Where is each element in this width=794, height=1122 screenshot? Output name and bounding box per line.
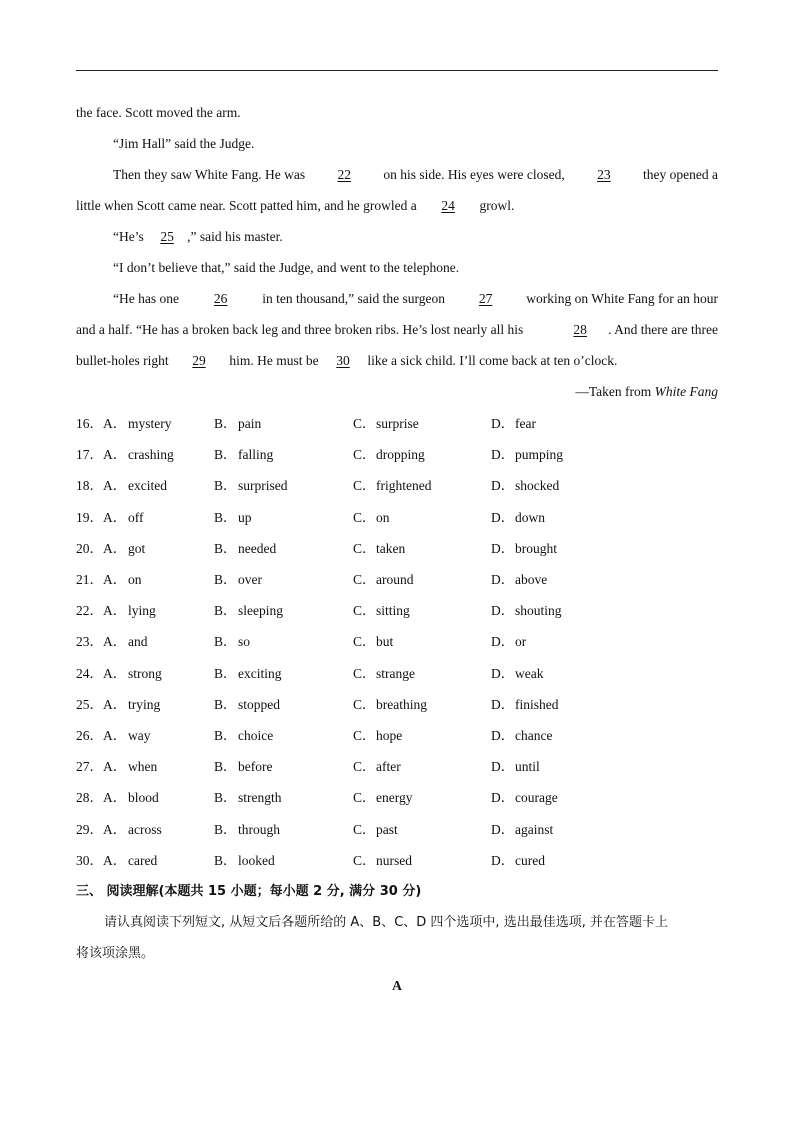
option-letter: C． bbox=[353, 790, 376, 806]
option-letter: B． bbox=[214, 540, 237, 556]
passage-text: in ten thousand,” said the surgeon bbox=[262, 291, 445, 306]
passage-line bbox=[76, 197, 718, 215]
option-a: strong bbox=[128, 665, 162, 681]
question-number: 25．A． bbox=[76, 696, 127, 712]
question-number: 20．A． bbox=[76, 540, 127, 556]
blank-27: 27 bbox=[478, 291, 493, 306]
option-d: pumping bbox=[515, 447, 564, 463]
option-letter: C． bbox=[353, 696, 376, 712]
option-b: before bbox=[238, 759, 273, 775]
passage-label: A bbox=[392, 978, 402, 993]
option-letter: D． bbox=[491, 509, 515, 525]
option-letter: C． bbox=[353, 509, 376, 525]
passage-line bbox=[113, 166, 718, 184]
option-b: stopped bbox=[238, 696, 280, 712]
option-c: nursed bbox=[376, 852, 412, 868]
passage-text: working on White Fang for an hour bbox=[526, 291, 718, 306]
option-c: around bbox=[376, 572, 414, 587]
option-a: across bbox=[128, 821, 162, 837]
question-number: 17．A． bbox=[76, 447, 127, 463]
question-number: 27．A． bbox=[76, 759, 127, 775]
option-a: got bbox=[128, 540, 146, 556]
option-letter: B． bbox=[214, 603, 237, 619]
option-a: lying bbox=[128, 603, 156, 619]
question-number: 30．A． bbox=[76, 852, 127, 868]
option-letter: D． bbox=[491, 447, 515, 463]
option-c: strange bbox=[376, 665, 415, 681]
option-b: pain bbox=[238, 416, 262, 431]
passage-line bbox=[76, 352, 718, 370]
option-d: finished bbox=[515, 696, 559, 712]
option-letter: D． bbox=[491, 478, 515, 494]
option-letter: D． bbox=[491, 603, 515, 619]
option-d: weak bbox=[515, 665, 544, 681]
passage-text: ,” said his master. bbox=[187, 229, 283, 244]
option-b: strength bbox=[238, 790, 282, 806]
option-letter: C． bbox=[353, 540, 376, 556]
option-letter: B． bbox=[214, 759, 237, 775]
question-number: 22．A． bbox=[76, 603, 127, 619]
option-letter: D． bbox=[491, 696, 515, 712]
option-c: sitting bbox=[376, 603, 410, 619]
passage-text: him. He must be bbox=[229, 353, 319, 368]
option-a: excited bbox=[128, 478, 167, 494]
option-letter: B． bbox=[214, 852, 237, 868]
passage-line: “Jim Hall” said the Judge. bbox=[113, 136, 255, 151]
passage-text: they opened a bbox=[643, 167, 718, 182]
source-attribution: —Taken from White Fang bbox=[575, 384, 718, 399]
option-b: up bbox=[238, 509, 252, 525]
passage-text: . And there are three bbox=[608, 322, 718, 337]
option-d: cured bbox=[515, 852, 545, 868]
option-a: cared bbox=[128, 852, 158, 868]
section-instructions: 将该项涂黑。 bbox=[76, 946, 155, 961]
passage-line bbox=[113, 290, 718, 308]
option-c: hope bbox=[376, 728, 403, 743]
option-c: after bbox=[376, 759, 401, 775]
option-c: but bbox=[376, 634, 394, 650]
option-a: off bbox=[128, 509, 144, 525]
header-rule bbox=[76, 70, 718, 71]
blank-24: 24 bbox=[441, 198, 455, 213]
option-letter: C． bbox=[353, 572, 376, 587]
option-d: above bbox=[515, 572, 548, 587]
question-number: 16．A． bbox=[76, 416, 127, 431]
option-letter: C． bbox=[353, 416, 376, 431]
option-a: way bbox=[128, 728, 151, 743]
option-letter: B． bbox=[214, 696, 237, 712]
option-letter: B． bbox=[214, 478, 237, 494]
option-letter: D． bbox=[491, 572, 515, 587]
blank-23: 23 bbox=[597, 167, 611, 182]
source-title: White Fang bbox=[654, 384, 718, 399]
passage-line: the face. Scott moved the arm. bbox=[76, 105, 241, 120]
option-letter: C． bbox=[353, 759, 376, 775]
question-number: 24．A． bbox=[76, 665, 127, 681]
blank-22: 22 bbox=[337, 167, 351, 182]
option-letter: B． bbox=[214, 447, 237, 463]
option-d: against bbox=[515, 821, 554, 837]
option-d: until bbox=[515, 759, 540, 775]
option-b: choice bbox=[238, 728, 274, 743]
option-letter: C． bbox=[353, 821, 376, 837]
option-b: exciting bbox=[238, 665, 282, 681]
option-b: over bbox=[238, 572, 262, 587]
blank-28: 28 bbox=[573, 322, 587, 337]
question-number: 26．A． bbox=[76, 728, 127, 743]
option-letter: C． bbox=[353, 603, 376, 619]
option-letter: D． bbox=[491, 540, 515, 556]
option-a: when bbox=[128, 759, 158, 775]
option-letter: D． bbox=[491, 821, 515, 837]
option-c: on bbox=[376, 509, 390, 525]
option-letter: C． bbox=[353, 728, 376, 743]
option-letter: C． bbox=[353, 447, 376, 463]
option-letter: B． bbox=[214, 790, 237, 806]
option-letter: C． bbox=[353, 852, 376, 868]
question-number: 29．A． bbox=[76, 821, 127, 837]
option-letter: B． bbox=[214, 572, 237, 587]
option-letter: B． bbox=[214, 634, 237, 650]
blank-29: 29 bbox=[192, 353, 206, 368]
option-d: brought bbox=[515, 540, 557, 556]
option-c: taken bbox=[376, 540, 406, 556]
option-d: down bbox=[515, 509, 545, 525]
option-a: and bbox=[128, 634, 148, 650]
question-number: 18．A． bbox=[76, 478, 127, 494]
passage-text: on his side. His eyes were closed, bbox=[383, 167, 565, 182]
option-b: so bbox=[238, 634, 251, 650]
passage-text: growl. bbox=[479, 198, 515, 213]
option-letter: B． bbox=[214, 509, 237, 525]
option-d: courage bbox=[515, 790, 558, 806]
option-letter: D． bbox=[491, 416, 515, 431]
option-a: crashing bbox=[128, 447, 174, 463]
blank-25: 25 bbox=[160, 229, 174, 244]
question-number: 28．A． bbox=[76, 790, 127, 806]
option-a: blood bbox=[128, 790, 159, 806]
option-b: through bbox=[238, 821, 280, 837]
option-letter: B． bbox=[214, 728, 237, 743]
option-b: falling bbox=[238, 447, 274, 463]
blank-26: 26 bbox=[213, 291, 228, 306]
option-d: shocked bbox=[515, 478, 560, 494]
option-letter: D． bbox=[491, 665, 515, 681]
option-a: on bbox=[128, 572, 142, 587]
passage-line bbox=[113, 228, 718, 246]
question-number: 23．A． bbox=[76, 634, 127, 650]
option-b: needed bbox=[238, 540, 277, 556]
option-letter: B． bbox=[214, 821, 237, 837]
option-letter: D． bbox=[491, 852, 515, 868]
option-letter: D． bbox=[491, 759, 515, 775]
passage-line: “I don’t believe that,” said the Judge, and went to the telephone. bbox=[113, 260, 460, 275]
passage-text: “He’s bbox=[113, 229, 144, 244]
option-d: shouting bbox=[515, 603, 562, 619]
option-c: energy bbox=[376, 790, 413, 806]
option-d: fear bbox=[515, 416, 536, 431]
option-c: past bbox=[376, 821, 398, 837]
option-c: dropping bbox=[376, 447, 425, 463]
option-b: looked bbox=[238, 852, 275, 868]
option-a: trying bbox=[128, 696, 161, 712]
option-d: or bbox=[515, 634, 527, 650]
question-number: 21．A． bbox=[76, 572, 127, 587]
passage-text: Then they saw White Fang. He was bbox=[113, 167, 306, 182]
option-letter: C． bbox=[353, 478, 376, 494]
option-b: surprised bbox=[238, 478, 288, 494]
option-d: chance bbox=[515, 728, 553, 743]
passage-text: bullet-holes right bbox=[76, 353, 169, 368]
passage-text: “He has one bbox=[113, 291, 179, 306]
option-letter: D． bbox=[491, 634, 515, 650]
option-letter: D． bbox=[491, 790, 515, 806]
option-letter: D． bbox=[491, 728, 515, 743]
question-number: 19．A． bbox=[76, 509, 127, 525]
option-c: breathing bbox=[376, 696, 427, 712]
option-c: surprise bbox=[376, 416, 419, 431]
option-b: sleeping bbox=[238, 603, 283, 619]
passage-text: and a half. “He has a broken back leg and three broken ribs. He’s lost nearly all his bbox=[76, 322, 524, 337]
passage-text: little when Scott came near. Scott patted him, and he growled a bbox=[76, 198, 417, 213]
section-heading: 三、 阅读理解(本题共 15 小题；每小题 2 分, 满分 30 分) bbox=[76, 884, 422, 899]
option-letter: B． bbox=[214, 665, 237, 681]
option-letter: B． bbox=[214, 416, 237, 431]
option-a: mystery bbox=[128, 416, 172, 431]
passage-text: like a sick child. I’ll come back at ten o’clock. bbox=[367, 353, 618, 368]
option-letter: C． bbox=[353, 665, 376, 681]
option-letter: C． bbox=[353, 634, 376, 650]
passage-line bbox=[76, 321, 718, 339]
option-c: frightened bbox=[376, 478, 432, 494]
section-instructions: 请认真阅读下列短文, 从短文后各题所给的 A、B、C、D 四个选项中, 选出最佳选项, 并在答题卡上 bbox=[104, 915, 668, 930]
blank-30: 30 bbox=[336, 353, 350, 368]
